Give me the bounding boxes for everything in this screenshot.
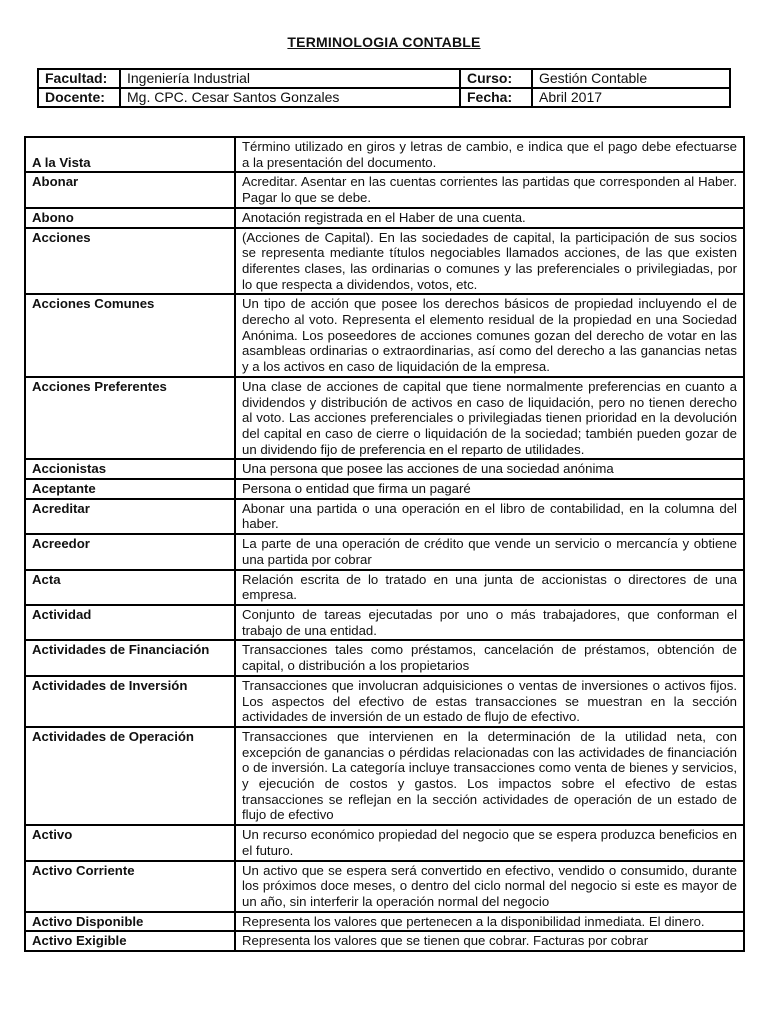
term-name: Acreedor bbox=[25, 534, 235, 569]
term-name: Activo Exigible bbox=[25, 931, 235, 951]
term-row bbox=[25, 499, 744, 534]
term-definition: Transacciones que involucran adquisiciones o ventas de inversiones o activos fijos. Los aspectos del efectivo de estas transacciones se muestran en la sección actividades de inversión de un estado de flujo de efectivo. bbox=[235, 676, 744, 727]
term-row bbox=[25, 727, 744, 825]
term-definition: Relación escrita de lo tratado en una junta de accionistas o directores de una empresa. bbox=[235, 570, 744, 605]
term-definition: Persona o entidad que firma un pagaré bbox=[235, 479, 744, 499]
term-definition: Un recurso económico propiedad del negocio que se espera produzca beneficios en el futuro. bbox=[235, 825, 744, 860]
term-row bbox=[25, 479, 744, 499]
document-title: TERMINOLOGIA CONTABLE bbox=[287, 34, 481, 50]
term-row bbox=[25, 825, 744, 860]
curso-value: Gestión Contable bbox=[532, 69, 730, 88]
term-definition: Transacciones que intervienen en la determinación de la utilidad neta, con excepción de ganancias o pérdidas relacionadas con las actividades de financiación o de inversión. La categoría incluye transacciones como venta de bienes y servicios, y ejecución de costos y gastos. Los impactos sobre el efectivo de estas transacciones se reflejan en la sección actividades de operación de un estado de flujo de efectivo bbox=[235, 727, 744, 825]
course-info-table bbox=[37, 68, 731, 108]
term-name: Actividades de Financiación bbox=[25, 640, 235, 675]
term-row bbox=[25, 912, 744, 932]
curso-label: Curso: bbox=[460, 69, 532, 88]
term-definition: Abonar una partida o una operación en el libro de contabilidad, en la columna del haber. bbox=[235, 499, 744, 534]
term-name: Actividades de Operación bbox=[25, 727, 235, 825]
course-info-row-2 bbox=[38, 88, 730, 107]
term-row bbox=[25, 605, 744, 640]
term-name: A la Vista bbox=[25, 137, 235, 172]
term-definition: Conjunto de tareas ejecutadas por uno o más trabajadores, que conforman el trabajo de una entidad. bbox=[235, 605, 744, 640]
term-row bbox=[25, 294, 744, 377]
terminology-table bbox=[24, 136, 745, 952]
term-definition: Representa los valores que pertenecen a la disponibilidad inmediata. El dinero. bbox=[235, 912, 744, 932]
term-row bbox=[25, 172, 744, 207]
docente-value: Mg. CPC. Cesar Santos Gonzales bbox=[120, 88, 460, 107]
term-definition: La parte de una operación de crédito que vende un servicio o mercancía y obtiene una partida por cobrar bbox=[235, 534, 744, 569]
term-name: Abono bbox=[25, 208, 235, 228]
term-name: Activo Disponible bbox=[25, 912, 235, 932]
term-definition: Un tipo de acción que posee los derechos básicos de propiedad incluyendo el de derecho al voto. Representa el elemento residual de la propiedad en una Sociedad Anónima. Los poseedores de acciones comunes gozan del derecho de votar en las asambleas ordinarias o extraordinarias, así como del derecho a las ganancias netas y a los activos en caso de liquidación de la empresa. bbox=[235, 294, 744, 377]
term-name: Acciones Comunes bbox=[25, 294, 235, 377]
term-row bbox=[25, 931, 744, 951]
term-name: Acreditar bbox=[25, 499, 235, 534]
term-row bbox=[25, 640, 744, 675]
term-name: Accionistas bbox=[25, 459, 235, 479]
term-definition: Una clase de acciones de capital que tiene normalmente preferencias en cuanto a dividendos y distribución de activos en caso de liquidación, pero no tienen derecho al voto. Las acciones preferenciales o privilegiadas tienen prioridad en la devolución del capital en caso de cierre o liquidación de la sociedad; también pueden gozar de un dividendo fijo de preferencia en el reparto de utilidades. bbox=[235, 377, 744, 460]
term-definition: Acreditar. Asentar en las cuentas corrientes las partidas que corresponden al Haber. Pagar lo que se debe. bbox=[235, 172, 744, 207]
term-name: Aceptante bbox=[25, 479, 235, 499]
term-name: Abonar bbox=[25, 172, 235, 207]
term-name: Activo Corriente bbox=[25, 861, 235, 912]
term-row bbox=[25, 459, 744, 479]
term-definition: Término utilizado en giros y letras de cambio, e indica que el pago debe efectuarse a la presentación del documento. bbox=[235, 137, 744, 172]
term-name: Acciones bbox=[25, 228, 235, 295]
term-name: Actividades de Inversión bbox=[25, 676, 235, 727]
fecha-value: Abril 2017 bbox=[532, 88, 730, 107]
term-row bbox=[25, 137, 744, 172]
docente-label: Docente: bbox=[38, 88, 120, 107]
term-row bbox=[25, 228, 744, 295]
term-name: Acciones Preferentes bbox=[25, 377, 235, 460]
term-definition: (Acciones de Capital). En las sociedades de capital, la participación de sus socios se representa mediante títulos negociables llamados acciones, de las que existen diferentes clases, las ordinarias o comunes y las preferenciales o privilegiadas, por lo que respecta a dividendos, votos, etc. bbox=[235, 228, 744, 295]
fecha-label: Fecha: bbox=[460, 88, 532, 107]
term-row bbox=[25, 534, 744, 569]
term-row bbox=[25, 377, 744, 460]
term-row bbox=[25, 570, 744, 605]
facultad-label: Facultad: bbox=[38, 69, 120, 88]
term-row bbox=[25, 676, 744, 727]
term-name: Activo bbox=[25, 825, 235, 860]
facultad-value: Ingeniería Industrial bbox=[120, 69, 460, 88]
term-row bbox=[25, 861, 744, 912]
term-definition: Representa los valores que se tienen que cobrar. Facturas por cobrar bbox=[235, 931, 744, 951]
term-definition: Transacciones tales como préstamos, cancelación de préstamos, obtención de capital, o distribución a los propietarios bbox=[235, 640, 744, 675]
term-definition: Un activo que se espera será convertido en efectivo, vendido o consumido, durante los próximos doce meses, o dentro del ciclo normal del negocio si este es mayor de un año, sin interferir la operación normal del negocio bbox=[235, 861, 744, 912]
term-definition: Anotación registrada en el Haber de una cuenta. bbox=[235, 208, 744, 228]
term-name: Actividad bbox=[25, 605, 235, 640]
term-row bbox=[25, 208, 744, 228]
term-name: Acta bbox=[25, 570, 235, 605]
course-info-row-1 bbox=[38, 69, 730, 88]
term-definition: Una persona que posee las acciones de una sociedad anónima bbox=[235, 459, 744, 479]
